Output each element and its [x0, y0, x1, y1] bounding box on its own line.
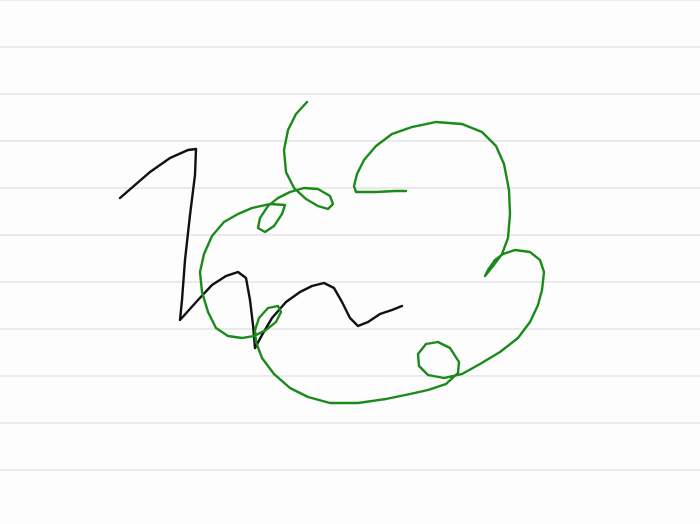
black-scribble-stroke [120, 149, 402, 348]
green-scribble-stroke [200, 102, 544, 403]
